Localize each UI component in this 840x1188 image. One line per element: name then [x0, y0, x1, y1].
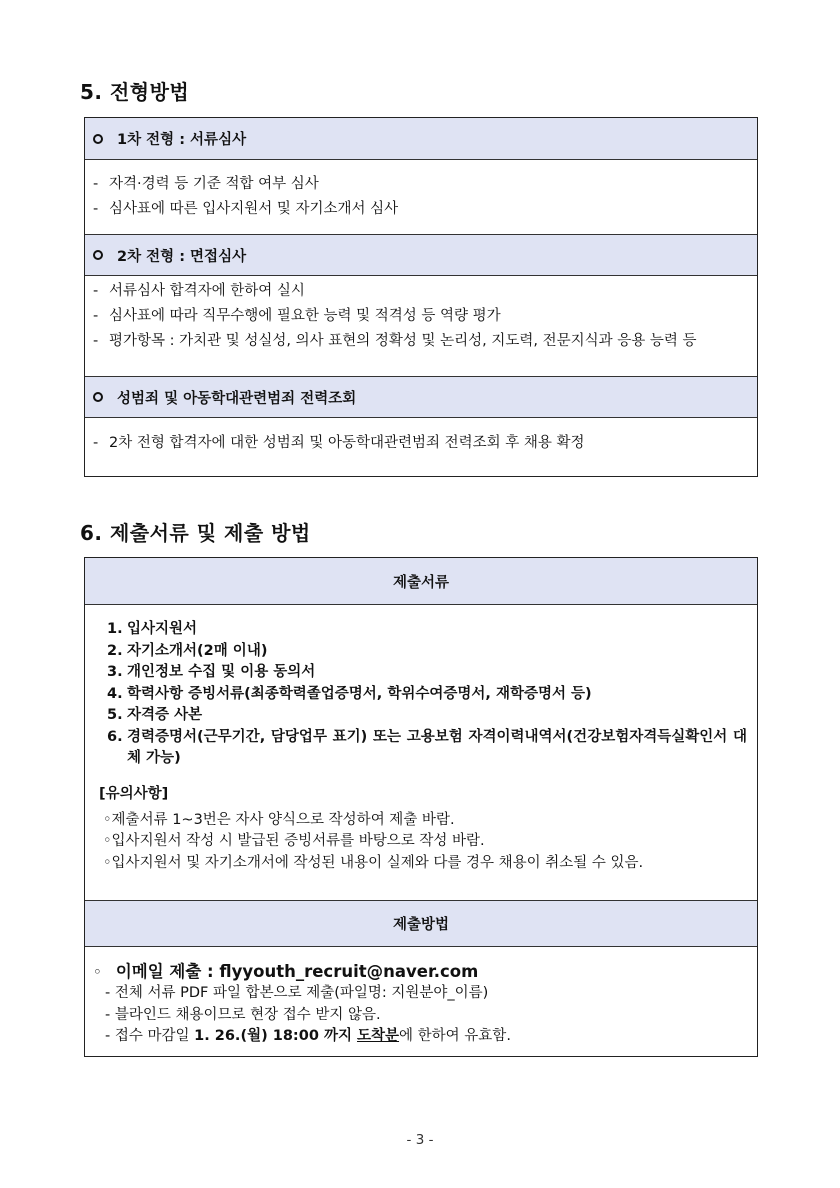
section-6-title: 6. 제출서류 및 제출 방법 — [80, 521, 311, 545]
criminal-check-header — [85, 376, 757, 418]
notice-item: ◦제출서류 1~3번은 자사 양식으로 작성하여 제출 바람. — [103, 811, 455, 828]
stage2-body — [85, 276, 757, 376]
list-item: - 심사표에 따라 직무수행에 필요한 능력 및 적격성 등 역량 평가 — [93, 308, 501, 324]
docs-list — [85, 605, 757, 770]
notice-item: ◦입사지원서 작성 시 발급된 증빙서류를 바탕으로 작성 바람. — [103, 833, 485, 849]
circle-bullet-icon — [93, 250, 103, 260]
page-number: - 3 - — [406, 1132, 434, 1148]
notice-title: [유의사항] — [99, 785, 169, 802]
notice-item: ◦입사지원서 및 자기소개서에 작성된 내용이 실제와 다를 경우 채용이 취소될 수 있음. — [103, 854, 644, 871]
method-section — [85, 947, 757, 1048]
criminal-check-body — [85, 418, 757, 466]
stage2-header-text: 2차 전형 : 면접심사 — [117, 248, 247, 265]
method-item: - 블라인드 채용이므로 현장 접수 받지 않음. — [105, 1006, 381, 1023]
list-item: - 자격·경력 등 기준 적합 여부 심사 — [93, 176, 319, 192]
method-header: 제출방법 — [85, 900, 757, 947]
list-item: 2. 자기소개서(2매 이내) — [107, 642, 268, 659]
list-item: 1. 입사지원서 — [107, 621, 198, 637]
list-item: 6. 경력증명서(근무기간, 담당업무 표기) 또는 고용보험 자격이력내역서(건강보험자격득실확인서 대체 가능) — [107, 728, 747, 766]
list-item: 3. 개인정보 수집 및 이용 동의서 — [107, 664, 316, 680]
list-item: 4. 학력사항 증빙서류(최종학력졸업증명서, 학위수여증명서, 재학증명서 등) — [107, 685, 592, 702]
criminal-check-header-text: 성범죄 및 아동학대관련범죄 전력조회 — [117, 390, 357, 407]
list-item: - 심사표에 따른 입사지원서 및 자기소개서 심사 — [93, 201, 399, 217]
stage1-header — [85, 118, 757, 160]
list-item: - 서류심사 합격자에 한하여 실시 — [93, 283, 305, 299]
documents-box — [84, 557, 758, 1057]
stage2-header — [85, 234, 757, 276]
method-item: - 접수 마감일 1. 26.(월) 18:00 까지 도착분에 한하여 유효함. — [105, 1028, 511, 1044]
method-item: - 전체 서류 PDF 파일 합본으로 제출(파일명: 지원분야_이름) — [105, 985, 489, 1001]
stage1-header-text: 1차 전형 : 서류심사 — [117, 132, 247, 148]
list-item: 5. 자격증 사본 — [107, 707, 203, 723]
circle-bullet-icon — [93, 392, 103, 402]
email-line — [85, 947, 757, 983]
list-item: - 평가항목 : 가치관 및 성실성, 의사 표현의 정확성 및 논리성, 지도력, 전문지식과 응용 능력 등 — [93, 333, 697, 349]
selection-method-box — [84, 117, 758, 477]
section-5-title: 5. 전형방법 — [80, 80, 190, 104]
list-item: - 2차 전형 합격자에 대한 성범죄 및 아동학대관련범죄 전력조회 후 채용 확정 — [93, 435, 585, 451]
docs-header: 제출서류 — [85, 558, 757, 605]
circle-bullet-icon — [93, 134, 103, 144]
email-label: 이메일 제출 : flyyouth_recruit@naver.com — [115, 962, 479, 981]
stage1-body — [85, 160, 757, 234]
bullet-icon: ◦ — [93, 963, 102, 981]
docs-section — [85, 605, 757, 900]
